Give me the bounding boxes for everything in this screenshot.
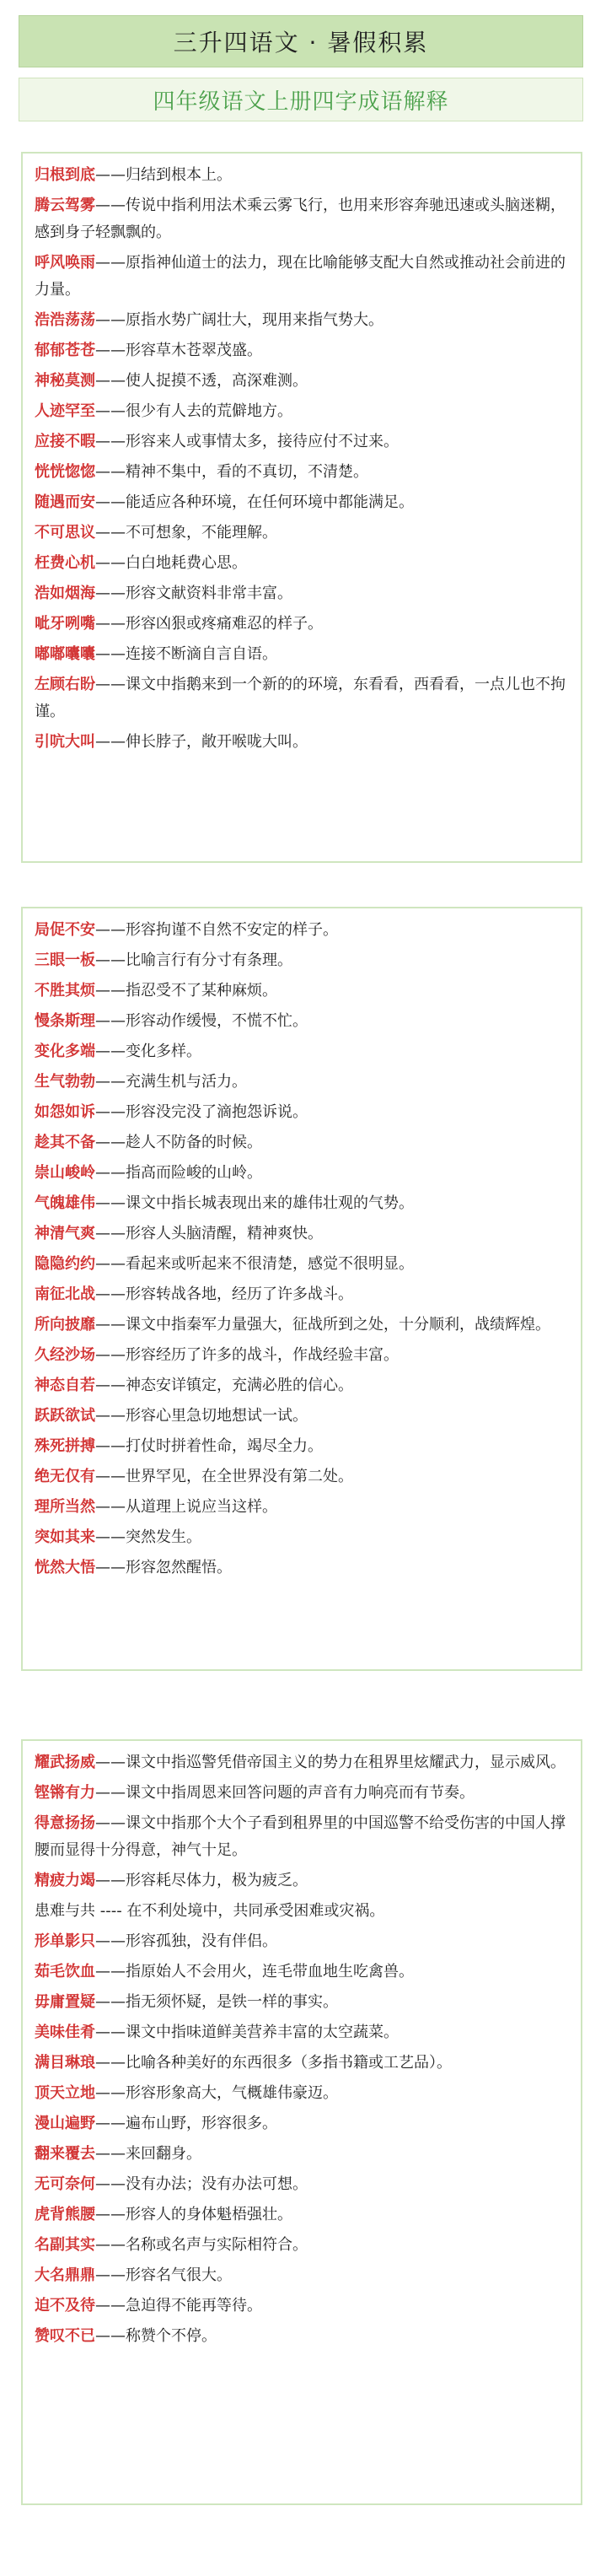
idiom-entry (35, 947, 569, 974)
idiom-term: 呼风唤雨 (35, 254, 95, 272)
idiom-term: 漫山遍野 (35, 2115, 95, 2132)
idiom-term: 浩浩荡荡 (35, 311, 95, 329)
idiom-term: 茹毛饮血 (35, 1963, 95, 1981)
idiom-definition: ——指无须怀疑，是铁一样的事实。 (95, 1993, 338, 2011)
idiom-entry (35, 337, 569, 364)
idiom-definition: ——原指水势广阔壮大，现用来指气势大。 (95, 311, 383, 329)
idiom-term: 大名鼎鼎 (35, 2266, 95, 2284)
idiom-term: 枉费心机 (35, 554, 95, 572)
idiom-definition: ——从道理上说应当这样。 (95, 1498, 277, 1516)
idiom-entry (35, 2201, 569, 2228)
idiom-entry (35, 1867, 569, 1894)
idiom-term: 隐隐约约 (35, 1255, 95, 1273)
idiom-term: 所向披靡 (35, 1316, 95, 1334)
idiom-term: 绝无仅有 (35, 1468, 95, 1485)
idiom-entry (35, 1780, 569, 1807)
idiom-definition: ——原指神仙道士的法力，现在比喻能够支配大自然或推动社会前进的力量。 (35, 254, 566, 299)
idiom-term: 嘟嘟囔囔 (35, 645, 95, 663)
idiom-entry (35, 1160, 569, 1187)
idiom-definition: ——连接不断滴自言自语。 (95, 645, 277, 663)
idiom-definition: ——突然发生。 (95, 1528, 201, 1546)
idiom-entry (35, 428, 569, 455)
idiom-definition: ——比喻言行有分寸有条理。 (95, 951, 292, 969)
idiom-entry (35, 1810, 569, 1864)
idiom-definition: ——形容心里急切地想试一试。 (95, 1407, 308, 1425)
idiom-term: 左顾右盼 (35, 676, 95, 693)
idiom-definition: ——形容草木苍翠茂盛。 (95, 342, 262, 359)
idiom-definition: ——称赞个不停。 (95, 2327, 217, 2345)
idiom-definition: ——课文中指周恩来回答问题的声音有力响亮而有节奏。 (95, 1784, 475, 1802)
idiom-definition: ——不可想象，不能理解。 (95, 524, 277, 542)
idiom-term: 郁郁苍苍 (35, 342, 95, 359)
idiom-box-2 (21, 907, 582, 1671)
idiom-definition: ——课文中指味道鲜美营养丰富的太空蔬菜。 (95, 2024, 399, 2041)
idiom-term: 精疲力竭 (35, 1872, 95, 1889)
idiom-entry (35, 1038, 569, 1065)
idiom-term: 引吭大叫 (35, 733, 95, 751)
idiom-entry (35, 1928, 569, 1955)
page-subtitle: 四年级语文上册四字成语解释 (19, 78, 583, 121)
idiom-entry (35, 580, 569, 607)
idiom-entry (35, 1372, 569, 1399)
idiom-box-1 (21, 152, 582, 863)
idiom-entry (35, 1524, 569, 1551)
idiom-definition: ——形容来人或事情太多，接待应付不过来。 (95, 433, 399, 450)
idiom-definition: ——传说中指利用法术乘云雾飞行，也用来形容奔驰迅速或头脑迷糊，感到身子轻飘飘的。 (35, 197, 566, 241)
idiom-term: 恍然大悟 (35, 1559, 95, 1576)
idiom-entry (35, 307, 569, 334)
idiom-term: 神清气爽 (35, 1225, 95, 1242)
idiom-entry (35, 978, 569, 1005)
idiom-term: 赞叹不已 (35, 2327, 95, 2345)
idiom-entry (35, 1069, 569, 1096)
idiom-entry (35, 1342, 569, 1369)
idiom-entry (35, 1959, 569, 1986)
idiom-definition: ——形容拘谨不自然不安定的样子。 (95, 921, 338, 939)
idiom-term: 腾云驾雾 (35, 197, 95, 214)
idiom-definition: ——形容没完没了滴抱怨诉说。 (95, 1103, 308, 1121)
idiom-term: 突如其来 (35, 1528, 95, 1546)
idiom-entry (35, 2110, 569, 2137)
idiom-term: 久经沙场 (35, 1346, 95, 1364)
idiom-term: 南征北战 (35, 1285, 95, 1303)
idiom-entry (35, 1555, 569, 1582)
idiom-entry (35, 1221, 569, 1248)
idiom-entry (35, 1251, 569, 1278)
idiom-definition: ——形容文献资料非常丰富。 (95, 585, 292, 602)
idiom-definition: ——课文中指巡警凭借帝国主义的势力在租界里炫耀武力，显示威风。 (95, 1754, 566, 1771)
idiom-entry (35, 368, 569, 395)
idiom-term: 顶天立地 (35, 2084, 95, 2102)
idiom-definition: ——能适应各种环境，在任何环境中都能满足。 (95, 493, 414, 511)
idiom-definition: ——变化多样。 (95, 1043, 201, 1060)
idiom-definition: ——使人捉摸不透，高深难测。 (95, 372, 308, 390)
idiom-entry (35, 1099, 569, 1126)
idiom-entry (35, 2293, 569, 2320)
idiom-entry (35, 671, 569, 725)
idiom-box-3 (21, 1739, 582, 2505)
idiom-term: 随遇而安 (35, 493, 95, 511)
idiom-term: 局促不安 (35, 921, 95, 939)
idiom-term: 归根到底 (35, 166, 95, 184)
idiom-entry (35, 2080, 569, 2107)
idiom-definition: ——精神不集中，看的不真切，不清楚。 (95, 463, 368, 481)
idiom-entry (35, 398, 569, 425)
idiom-term: 得意扬扬 (35, 1814, 95, 1832)
idiom-definition: ——形容形象高大，气概雄伟豪迈。 (95, 2084, 338, 2102)
idiom-term: 无可奈何 (35, 2175, 95, 2193)
idiom-definition: ——没有办法；没有办法可想。 (95, 2175, 308, 2193)
idiom-term: 迫不及待 (35, 2297, 95, 2315)
idiom-term: 应接不暇 (35, 433, 95, 450)
idiom-definition: ——形容名气很大。 (95, 2266, 232, 2284)
idiom-term: 慢条斯理 (35, 1012, 95, 1030)
idiom-definition: ——形容人头脑清醒，精神爽快。 (95, 1225, 323, 1242)
idiom-definition: ——形容耗尽体力，极为疲乏。 (95, 1872, 308, 1889)
idiom-term: 形单影只 (35, 1932, 95, 1950)
idiom-term: 神秘莫测 (35, 372, 95, 390)
idiom-entry (35, 2050, 569, 2077)
idiom-term: 翻来覆去 (35, 2145, 95, 2163)
idiom-definition: ——形容转战各地，经历了许多战斗。 (95, 1285, 353, 1303)
idiom-definition: ——形容经历了许多的战斗，作战经验丰富。 (95, 1346, 399, 1364)
idiom-definition: ——世界罕见，在全世界没有第二处。 (95, 1468, 353, 1485)
idiom-definition: ——形容孤独，没有伴侣。 (95, 1932, 277, 1950)
idiom-definition: ——指原始人不会用火，连毛带血地生吃禽兽。 (95, 1963, 414, 1981)
idiom-term: 变化多端 (35, 1043, 95, 1060)
idiom-entry (35, 192, 569, 246)
idiom-definition: ——形容忽然醒悟。 (95, 1559, 232, 1576)
idiom-entry (35, 1433, 569, 1460)
idiom-entry (35, 1403, 569, 1430)
idiom-entry (35, 641, 569, 668)
idiom-definition: ——课文中指长城表现出来的雄伟壮观的气势。 (95, 1194, 414, 1212)
page-title: 三升四语文 · 暑假积累 (19, 15, 583, 67)
idiom-term: 殊死拼搏 (35, 1437, 95, 1455)
idiom-entry (35, 2019, 569, 2046)
idiom-entry (35, 1281, 569, 1308)
idiom-entry (35, 2171, 569, 2198)
idiom-entry (35, 1749, 569, 1776)
idiom-definition: ——指忍受不了某种麻烦。 (95, 982, 277, 1000)
idiom-term: 跃跃欲试 (35, 1407, 95, 1425)
idiom-entry (35, 2232, 569, 2259)
idiom-term: 呲牙咧嘴 (35, 615, 95, 633)
idiom-definition: ——形容动作缓慢，不慌不忙。 (95, 1012, 308, 1030)
idiom-term: 生气勃勃 (35, 1073, 95, 1091)
idiom-term: 满目琳琅 (35, 2054, 95, 2072)
idiom-term: 崇山峻岭 (35, 1164, 95, 1182)
idiom-term: 理所当然 (35, 1498, 95, 1516)
idiom-term: 神态自若 (35, 1377, 95, 1394)
idiom-term: 美味佳肴 (35, 2024, 95, 2041)
idiom-term: 名副其实 (35, 2236, 95, 2254)
idiom-definition: ——比喻各种美好的东西很多（多指书籍或工艺品）。 (95, 2054, 452, 2072)
idiom-definition: ——趁人不防备的时候。 (95, 1134, 262, 1151)
idiom-definition: ——白白地耗费心思。 (95, 554, 247, 572)
idiom-entry (35, 1312, 569, 1339)
idiom-entry (35, 2141, 569, 2168)
idiom-definition: ——伸长脖子，敞开喉咙大叫。 (95, 733, 308, 751)
idiom-term: 恍恍惚惚 (35, 463, 95, 481)
idiom-entry (35, 1494, 569, 1521)
idiom-entry (35, 520, 569, 547)
idiom-definition: ——形容凶狠或疼痛难忍的样子。 (95, 615, 323, 633)
idiom-entry (35, 2323, 569, 2350)
idiom-entry (35, 2262, 569, 2289)
idiom-entry (35, 917, 569, 944)
idiom-entry (35, 1129, 569, 1156)
idiom-definition: ——很少有人去的荒僻地方。 (95, 402, 292, 420)
idiom-definition: ——遍布山野，形容很多。 (95, 2115, 277, 2132)
idiom-definition: ——充满生机与活力。 (95, 1073, 247, 1091)
idiom-entry (35, 611, 569, 638)
idiom-term: 耀武扬威 (35, 1754, 95, 1771)
idiom-entry (35, 1989, 569, 2016)
idiom-term: 铿锵有力 (35, 1784, 95, 1802)
idiom-definition: ——打仗时拼着性命，竭尽全力。 (95, 1437, 323, 1455)
idiom-entry (35, 729, 569, 756)
idiom-term: 虎背熊腰 (35, 2206, 95, 2223)
idiom-entry (35, 1008, 569, 1035)
idiom-definition: ——课文中指那个大个子看到租界里的中国巡警不给受伤害的中国人撑腰而显得十分得意，神气十足。 (35, 1814, 566, 1859)
idiom-definition: ——课文中指秦军力量强大，征战所到之处，十分顺利，战绩辉煌。 (95, 1316, 550, 1334)
idiom-term: 不胜其烦 (35, 982, 95, 1000)
idiom-entry (35, 489, 569, 516)
idiom-definition: ——名称或名声与实际相符合。 (95, 2236, 308, 2254)
idiom-entry (35, 1898, 569, 1925)
idiom-definition: ——来回翻身。 (95, 2145, 201, 2163)
idiom-definition: ——形容人的身体魁梧强壮。 (95, 2206, 292, 2223)
idiom-term: 如怨如诉 (35, 1103, 95, 1121)
idiom-term: 气魄雄伟 (35, 1194, 95, 1212)
idiom-entry (35, 1190, 569, 1217)
idiom-entry (35, 550, 569, 577)
idiom-definition: ——看起来或听起来不很清楚，感觉不很明显。 (95, 1255, 414, 1273)
idiom-term: 人迹罕至 (35, 402, 95, 420)
idiom-entry (35, 162, 569, 189)
idiom-term: 浩如烟海 (35, 585, 95, 602)
idiom-entry (35, 459, 569, 486)
idiom-definition: ——指高而险峻的山岭。 (95, 1164, 262, 1182)
idiom-definition: ——神态安详镇定，充满必胜的信心。 (95, 1377, 353, 1394)
idiom-term: 三眼一板 (35, 951, 95, 969)
idiom-definition: ——归结到根本上。 (95, 166, 232, 184)
idiom-definition: 患难与共 ---- 在不利处境中，共同承受困难或灾祸。 (35, 1902, 385, 1920)
idiom-term: 不可思议 (35, 524, 95, 542)
idiom-term: 趁其不备 (35, 1134, 95, 1151)
idiom-entry (35, 1463, 569, 1490)
idiom-entry (35, 250, 569, 304)
idiom-definition: ——课文中指鹅来到一个新的的环境，东看看，西看看，一点儿也不拘谨。 (35, 676, 566, 720)
idiom-term: 毋庸置疑 (35, 1993, 95, 2011)
idiom-definition: ——急迫得不能再等待。 (95, 2297, 262, 2315)
